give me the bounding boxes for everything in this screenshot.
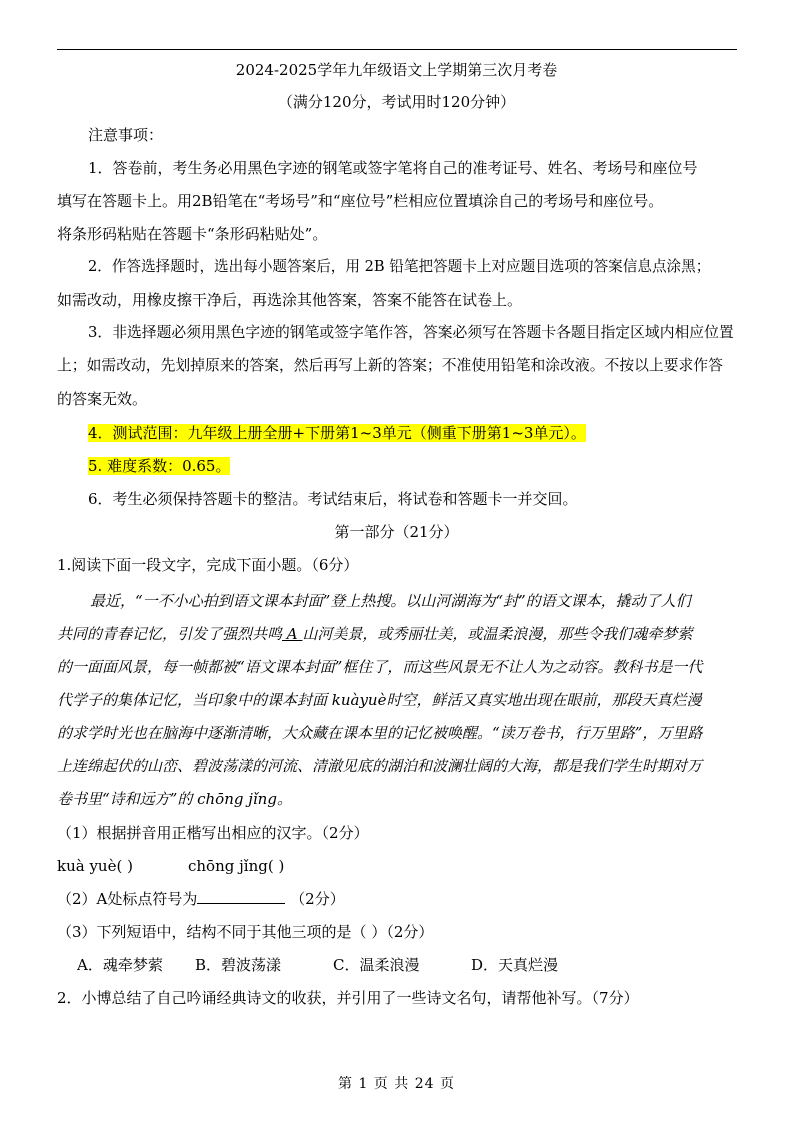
passage-line-5: 的求学时光也在脑海中逐渐清晰，大众藏在课本里的记忆被唤醒。“读万卷书，行万里路”，万里路	[57, 724, 703, 742]
passage-line-2-a: 共同的青春记忆，引发了强烈共鸣	[57, 625, 283, 643]
passage-line-6: 上连绵起伏的山峦、碧波荡漾的河流、清澈见底的湖泊和波澜壮阔的大海，都是我们学生时期对万	[57, 757, 703, 775]
notice-item-5-text: 5. 难度系数：0.65。	[88, 457, 231, 475]
punctuation-mark-a: A	[282, 625, 303, 643]
notice-item-6: 6．考生必须保持答题卡的整洁。考试结束后，将试卷和答题卡一并交回。	[88, 490, 578, 508]
pinyin-blank-1[interactable]: kuà yuè( )	[57, 857, 133, 875]
exam-title: 2024-2025学年九年级语文上学期第三次月考卷	[235, 61, 558, 79]
option-c[interactable]: C．温柔浪漫	[333, 956, 420, 974]
answer-blank-a[interactable]	[197, 889, 285, 904]
sub-question-2-text: （2）A处标点符号为	[57, 890, 198, 908]
passage-line-3: 的一面面风景，每一帧都被“语文课本封面”框住了，而这些风景无不让人为之动容。教科书是一代	[57, 658, 703, 676]
exam-subtitle: （满分120分，考试用时120分钟）	[277, 93, 516, 111]
notice-item-4	[88, 423, 586, 443]
notice-item-1-line-1: 1．答卷前，考生务必用黑色字迹的钢笔或签字笔将自己的准考证号、姓名、考场号和座位号	[88, 159, 698, 177]
passage-line-7: 卷书里“诗和远方”的 chōng jǐng。	[57, 790, 292, 808]
question-2-stem: 2．小博总结了自己吟诵经典诗文的收获，并引用了一些诗文名句，请帮他补写。（7分）	[57, 989, 639, 1007]
notice-heading: 注意事项：	[88, 126, 164, 144]
notice-item-5	[88, 456, 230, 476]
notice-item-3-line-2: 上；如需改动，先划掉原来的答案，然后再写上新的答案；不准使用铅笔和涂改液。不按以上要求作答	[57, 357, 723, 374]
sub-question-2-score: （2分）	[290, 890, 345, 908]
header-rule	[57, 49, 737, 50]
passage-line-4: 代学子的集体记忆，当印象中的课本封面 kuàyuè时空，鲜活又真实地出现在眼前，那段天真烂漫	[57, 691, 702, 709]
question-1-stem: 1.阅读下面一段文字，完成下面小题。（6分）	[57, 556, 359, 574]
notice-item-3-line-3: 的答案无效。	[57, 390, 148, 408]
sub-question-1: （1）根据拼音用正楷写出相应的汉字。（2分）	[57, 824, 369, 842]
sub-question-3: （3）下列短语中，结构不同于其他三项的是（ ）（2分）	[57, 923, 434, 941]
notice-item-3-line-1: 3．非选择题必须用黑色字迹的钢笔或签字笔作答，答案必须写在答题卡各题目指定区域内相应位置	[88, 324, 734, 341]
option-b[interactable]: B．碧波荡漾	[195, 956, 282, 974]
pinyin-blank-2[interactable]: chōng jǐng( )	[188, 857, 285, 875]
notice-item-4-text: 4．测试范围：九年级上册全册+下册第1~3单元（侧重下册第1~3单元）。	[88, 424, 586, 442]
notice-item-2-line-1: 2．作答选择题时，选出每小题答案后，用 2B 铅笔把答题卡上对应题目选项的答案信息点涂黑；	[88, 258, 711, 275]
option-a[interactable]: A．魂牵梦萦	[77, 956, 163, 974]
passage-line-2-b: 山河美景，或秀丽壮美，或温柔浪漫，那些令我们魂牵梦萦	[302, 625, 693, 643]
passage-line-1: 最近，“一不小心拍到语文课本封面”登上热搜。以山河湖海为“封”的语文课本，撬动了人们	[90, 592, 691, 610]
notice-item-1-line-3: 将条形码粘贴在答题卡“条形码粘贴处”。	[57, 225, 328, 243]
section-title: 第一部分（21分）	[334, 523, 459, 541]
passage-line-2	[57, 624, 692, 644]
sub-question-2	[57, 889, 345, 909]
option-d[interactable]: D．天真烂漫	[471, 956, 559, 974]
page-number: 第 1 页 共 24 页	[338, 1076, 455, 1092]
notice-item-1-line-2: 填写在答题卡上。用2B铅笔在“考场号”和“座位号”栏相应位置填涂自己的考场号和座位号。	[57, 192, 664, 210]
notice-item-2-line-2: 如需改动，用橡皮擦干净后，再选涂其他答案，答案不能答在试卷上。	[57, 291, 523, 309]
